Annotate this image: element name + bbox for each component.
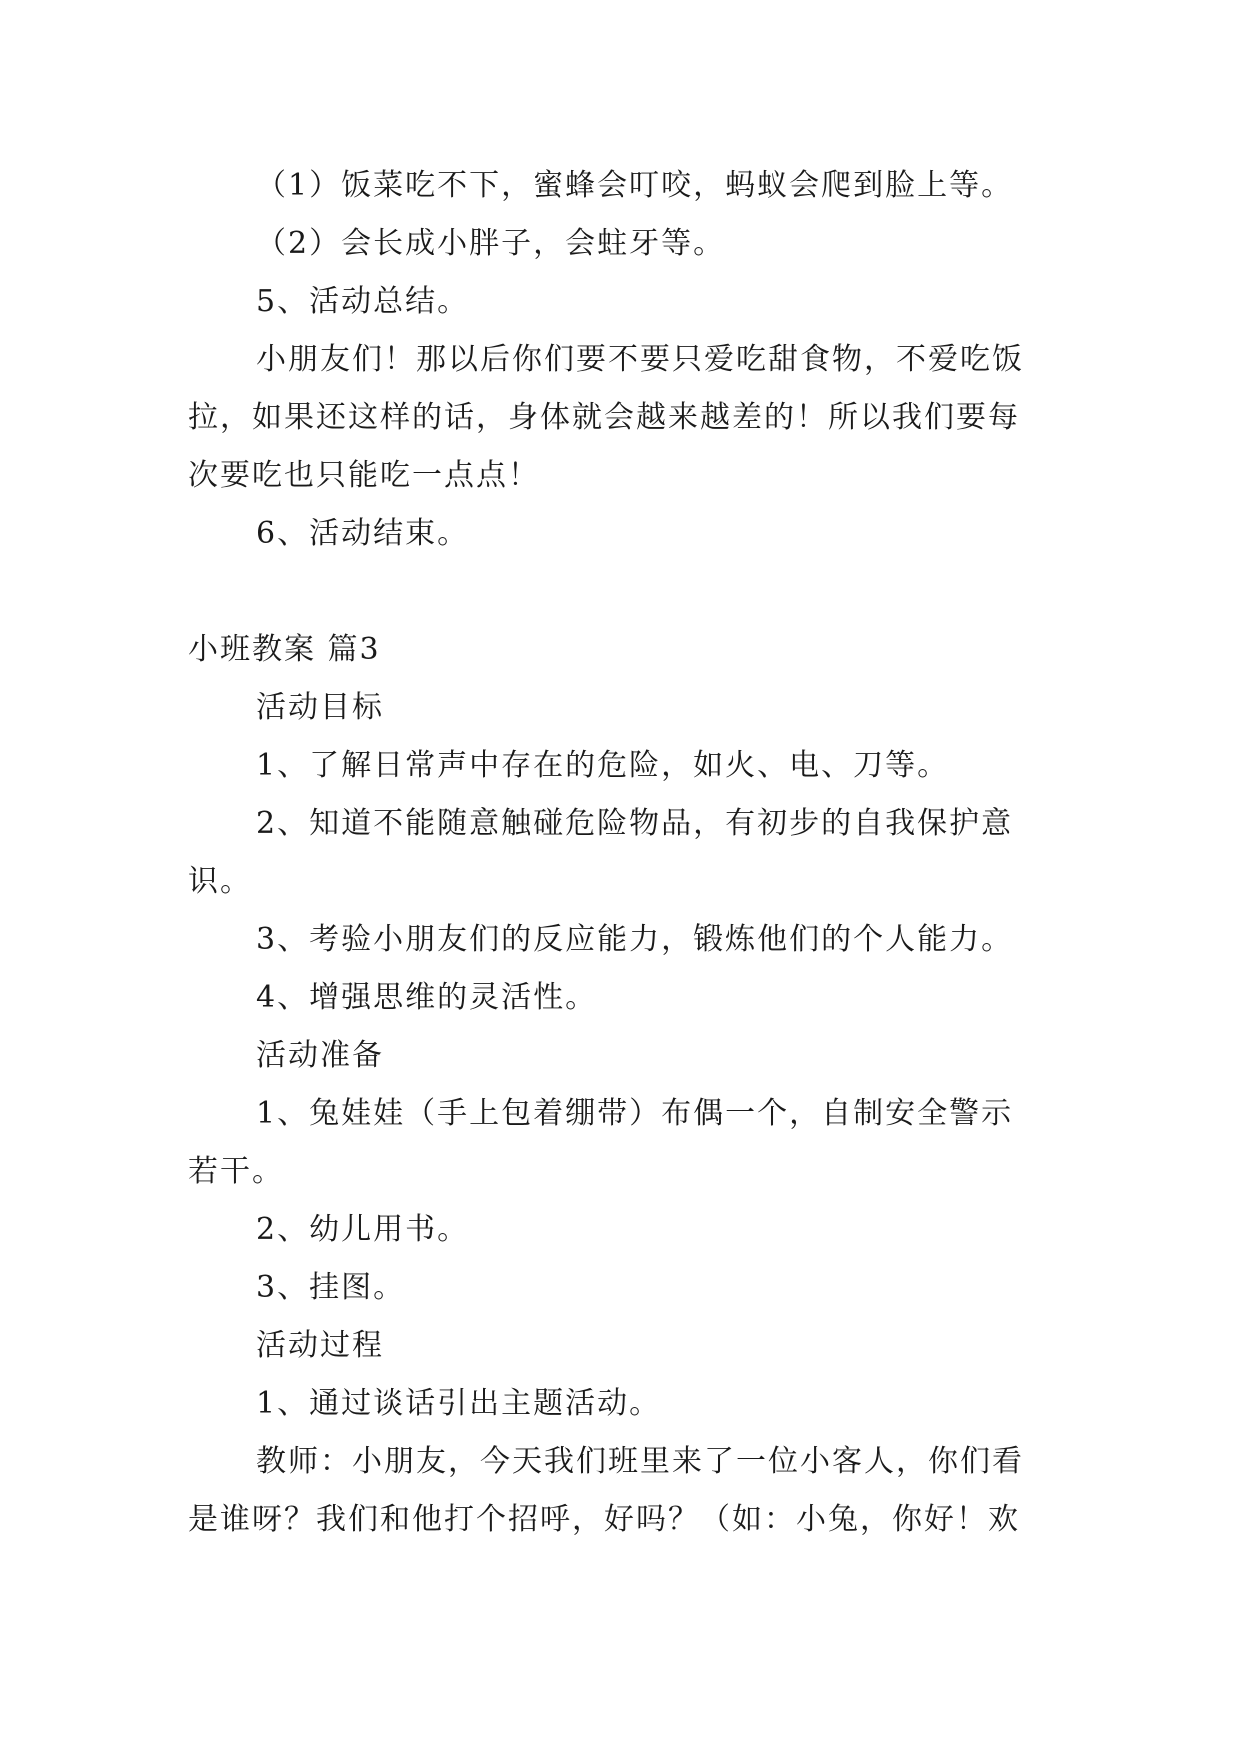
paragraph-line: 拉，如果还这样的话，身体就会越来越差的！所以我们要每 bbox=[188, 400, 1020, 435]
goal-heading: 活动目标 bbox=[256, 690, 384, 725]
prep-item: 1、兔娃娃（手上包着绷带）布偶一个，自制安全警示 bbox=[256, 1096, 1014, 1131]
goal-item-cont: 识。 bbox=[188, 864, 252, 899]
prep-item: 3、挂图。 bbox=[256, 1270, 406, 1305]
goal-item: 3、考验小朋友们的反应能力，锻炼他们的个人能力。 bbox=[256, 922, 1014, 957]
goal-item: 4、增强思维的灵活性。 bbox=[256, 980, 598, 1015]
goal-item: 1、了解日常声中存在的危险，如火、电、刀等。 bbox=[256, 748, 950, 783]
answer-line-1: （1）饭菜吃不下，蜜蜂会叮咬，蚂蚁会爬到脸上等。 bbox=[256, 168, 1014, 203]
prep-item: 2、幼儿用书。 bbox=[256, 1212, 470, 1247]
prep-heading: 活动准备 bbox=[256, 1038, 384, 1073]
goal-item: 2、知道不能随意触碰危险物品，有初步的自我保护意 bbox=[256, 806, 1014, 841]
paragraph-line: 是谁呀？我们和他打个招呼，好吗？（如：小兔，你好！欢 bbox=[188, 1502, 1020, 1537]
process-heading: 活动过程 bbox=[256, 1328, 384, 1363]
paragraph-line: 小朋友们！那以后你们要不要只爱吃甜食物，不爱吃饭 bbox=[256, 342, 1024, 377]
answer-line-2: （2）会长成小胖子，会蛀牙等。 bbox=[256, 226, 726, 261]
step-end: 6、活动结束。 bbox=[256, 516, 470, 551]
prep-item-cont: 若干。 bbox=[188, 1154, 284, 1189]
paragraph-line: 次要吃也只能吃一点点！ bbox=[188, 458, 540, 493]
paragraph-line: 教师：小朋友，今天我们班里来了一位小客人，你们看 bbox=[256, 1444, 1024, 1479]
section-title: 小班教案 篇3 bbox=[188, 632, 381, 667]
process-item: 1、通过谈话引出主题活动。 bbox=[256, 1386, 662, 1421]
step-summary: 5、活动总结。 bbox=[256, 284, 470, 319]
